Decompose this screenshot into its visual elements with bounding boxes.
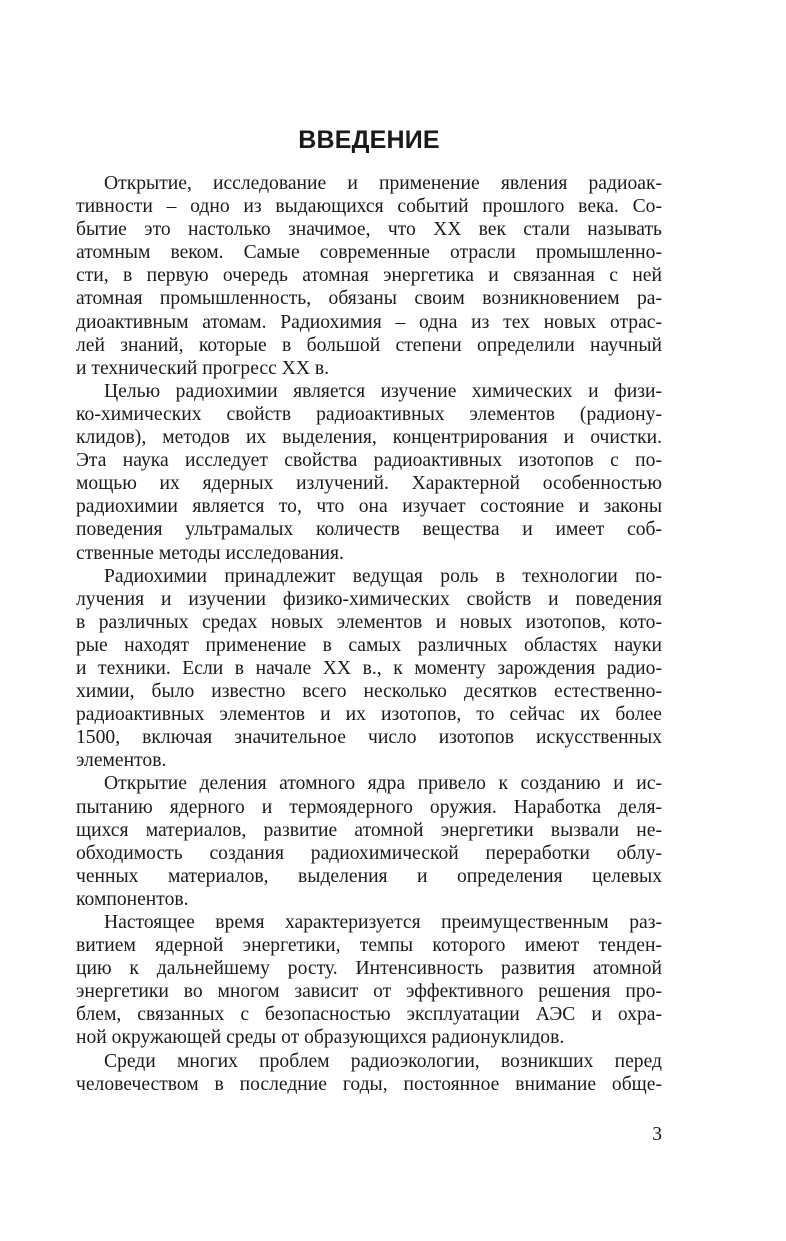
text-line: атомная промышленность, обязаны своим возникновением ра-: [76, 288, 662, 310]
text-line: Настоящее время характеризуется преимущественным раз-: [104, 912, 662, 933]
text-line: обходимость создания радиохимической переработки облу-: [76, 842, 662, 864]
text-line: диоактивным атомам. Радиохимия – одна из тех новых отрас-: [76, 311, 662, 333]
text-line: Эта наука исследует свойства радиоактивных изотопов с по-: [76, 450, 662, 472]
text-line: ко-химических свойств радиоактивных элементов (радиону-: [76, 403, 662, 425]
text-line: химии, было известно всего несколько десятков естественно-: [76, 681, 662, 703]
book-page: [76, 0, 662, 1241]
text-line: ственные методы исследования.: [76, 542, 344, 564]
text-line: энергетики во многом зависит от эффективного решения про-: [76, 981, 662, 1003]
text-line: сти, в первую очередь атомная энергетика и связанная с ней: [76, 265, 662, 287]
text-line: мощью их ядерных излучений. Характерной особенностью: [76, 473, 662, 495]
text-line: человечеством в последние годы, постоянное внимание обще-: [76, 1073, 662, 1095]
paragraph: [76, 772, 662, 911]
text-line: цию к дальнейшему росту. Интенсивность развития атомной: [76, 958, 662, 980]
text-line: рые находят применение в самых различных областях науки: [76, 634, 662, 656]
text-line: Открытие деления атомного ядра привело к созданию и ис-: [104, 773, 662, 795]
text-line: ченных материалов, выделения и определения целевых: [76, 865, 662, 887]
text-line: Открытие, исследование и применение явления радиоак-: [104, 173, 662, 194]
text-line: ной окружающей среды от образующихся радионуклидов.: [76, 1027, 565, 1049]
paragraph: [76, 380, 662, 565]
text-line: элементов.: [76, 750, 167, 772]
text-line: витием ядерной энергетики, темпы которого имеют тенден-: [76, 935, 662, 957]
text-line: тивности – одно из выдающихся событий прошлого века. Со-: [76, 196, 662, 218]
text-line: поведения ультрамалых количеств вещества и имеет соб-: [76, 519, 662, 541]
text-line: лей знаний, которые в большой степени определили научный: [76, 334, 662, 356]
text-line: и технический прогресс XX в.: [76, 357, 330, 379]
paragraph: [76, 172, 662, 380]
paragraph: [76, 565, 662, 773]
text-line: Радиохимии принадлежит ведущая роль в технологии по-: [104, 565, 662, 587]
page-number: 3: [652, 1124, 662, 1145]
text-line: атомным веком. Самые современные отрасли промышленно-: [76, 242, 662, 264]
chapter-body: [76, 172, 662, 1096]
text-line: бытие это настолько значимое, что XX век стали называть: [76, 219, 662, 241]
paragraph: [76, 911, 662, 1050]
chapter-title: ВВЕДЕНИЕ: [298, 125, 440, 154]
text-line: 1500, включая значительное число изотопов искусственных: [76, 727, 662, 749]
text-line: в различных средах новых элементов и новых изотопов, кото-: [76, 611, 662, 633]
paragraph: [76, 1050, 662, 1096]
text-line: и техники. Если в начале XX в., к моменту зарождения радио-: [76, 657, 662, 679]
text-line: пытанию ядерного и термоядерного оружия. Наработка деля-: [76, 796, 662, 818]
text-line: радиоактивных элементов и их изотопов, то сейчас их более: [76, 704, 662, 726]
text-line: лучения и изучении физико-химических свойств и поведения: [76, 588, 662, 610]
text-line: блем, связанных с безопасностью эксплуатации АЭС и охра-: [76, 1004, 662, 1026]
text-line: радиохимии является то, что она изучает состояние и законы: [76, 496, 662, 518]
text-line: Целью радиохимии является изучение химических и физи-: [104, 380, 662, 402]
text-line: компонентов.: [76, 888, 189, 910]
text-line: Среди многих проблем радиоэкологии, возникших перед: [104, 1050, 662, 1072]
text-line: щихся материалов, развитие атомной энергетики вызвали не-: [76, 819, 662, 841]
text-line: клидов), методов их выделения, концентрирования и очистки.: [76, 427, 662, 449]
